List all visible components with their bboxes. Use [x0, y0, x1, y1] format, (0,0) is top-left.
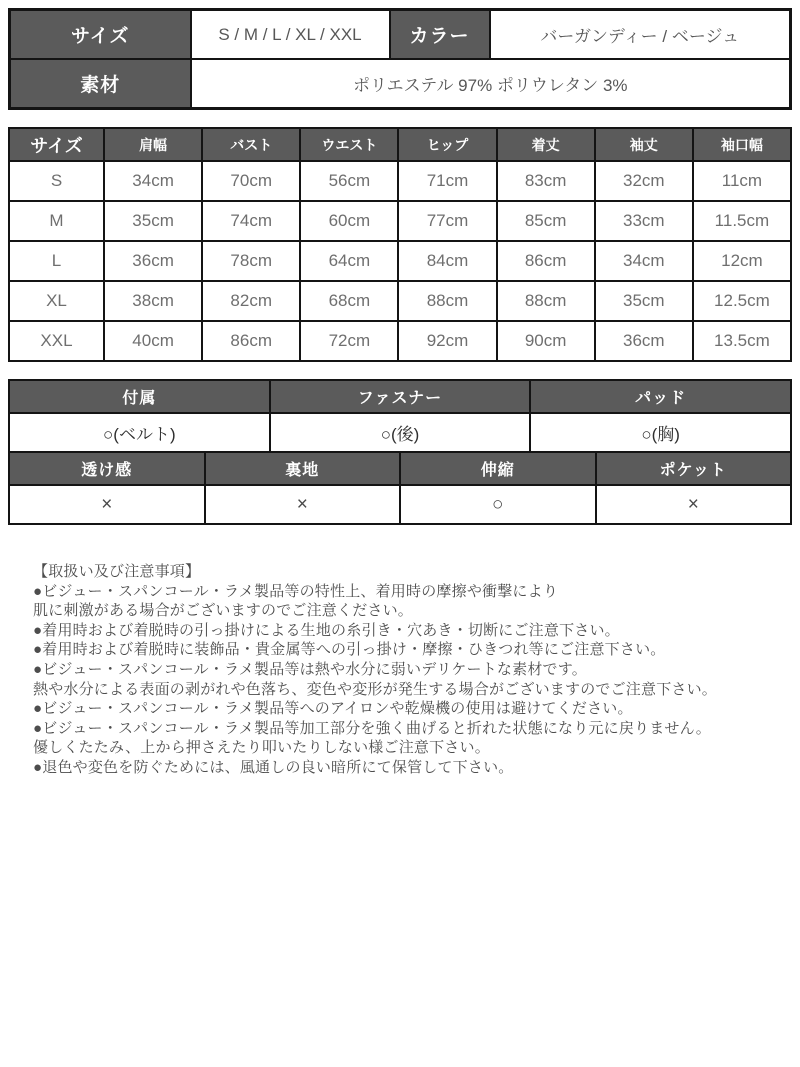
features1-value-row	[9, 413, 791, 452]
col-header-cuff: 袖口幅	[693, 128, 791, 161]
color-value: バーガンディー / ベージュ	[490, 10, 791, 60]
features2-value-row	[9, 485, 791, 524]
cell-value: 11.5cm	[693, 201, 791, 241]
col-header-bust: バスト	[202, 128, 300, 161]
cell-value: 90cm	[497, 321, 595, 361]
color-label: カラー	[390, 10, 490, 60]
cell-value: 74cm	[202, 201, 300, 241]
header-stretch: 伸縮	[400, 452, 596, 485]
care-notes-title: 【取扱い及び注意事項】	[33, 563, 201, 580]
care-note-line: ●ビジュー・スパンコール・ラメ製品等は熱や水分に弱いデリケートな素材です。	[33, 660, 587, 678]
cell-size: XL	[9, 281, 104, 321]
cell-value: 11cm	[693, 161, 791, 201]
col-header-sleeve: 袖丈	[595, 128, 693, 161]
cell-value: 72cm	[300, 321, 398, 361]
cell-size: M	[9, 201, 104, 241]
cell-value: 34cm	[595, 241, 693, 281]
spec-row-size-color	[10, 10, 791, 60]
care-note-line: ●ビジュー・スパンコール・ラメ製品等加工部分を強く曲げると折れた状態になり元に戻りません。	[33, 719, 711, 737]
header-sheerness: 透け感	[9, 452, 205, 485]
value-pocket: ×	[596, 485, 792, 524]
header-pad: パッド	[530, 380, 791, 413]
cell-value: 38cm	[104, 281, 202, 321]
care-note-line: ●着用時および着脱時の引っ掛けによる生地の糸引き・穴あき・切断にご注意下さい。	[33, 621, 620, 639]
cell-value: 12cm	[693, 241, 791, 281]
features2-header-row	[9, 452, 791, 485]
header-accessory: 付属	[9, 380, 270, 413]
cell-value: 68cm	[300, 281, 398, 321]
features-table-2	[8, 451, 792, 525]
cell-value: 70cm	[202, 161, 300, 201]
material-value: ポリエステル 97% ポリウレタン 3%	[191, 59, 791, 109]
size-value: S / M / L / XL / XXL	[191, 10, 390, 60]
col-header-size: サイズ	[9, 128, 104, 161]
spec-row-material	[10, 59, 791, 109]
cell-value: 86cm	[497, 241, 595, 281]
header-fastener: ファスナー	[270, 380, 531, 413]
cell-value: 36cm	[104, 241, 202, 281]
spec-table	[8, 8, 792, 110]
value-accessory: ○(ベルト)	[9, 413, 270, 452]
cell-value: 83cm	[497, 161, 595, 201]
table-row	[9, 321, 791, 361]
table-row	[9, 201, 791, 241]
col-header-length: 着丈	[497, 128, 595, 161]
cell-value: 60cm	[300, 201, 398, 241]
size-label: サイズ	[10, 10, 191, 60]
cell-size: S	[9, 161, 104, 201]
cell-value: 71cm	[398, 161, 496, 201]
value-sheerness: ×	[9, 485, 205, 524]
cell-size: XXL	[9, 321, 104, 361]
cell-value: 12.5cm	[693, 281, 791, 321]
header-pocket: ポケット	[596, 452, 792, 485]
care-notes	[8, 562, 792, 778]
cell-value: 34cm	[104, 161, 202, 201]
cell-value: 77cm	[398, 201, 496, 241]
size-chart-table	[8, 127, 792, 362]
cell-value: 35cm	[104, 201, 202, 241]
cell-value: 84cm	[398, 241, 496, 281]
cell-value: 13.5cm	[693, 321, 791, 361]
care-note-line: ●退色や変色を防ぐためには、風通しの良い暗所にて保管して下さい。	[33, 758, 514, 776]
care-note-line: ●ビジュー・スパンコール・ラメ製品等へのアイロンや乾燥機の使用は避けてください。	[33, 700, 633, 718]
cell-value: 35cm	[595, 281, 693, 321]
cell-value: 33cm	[595, 201, 693, 241]
material-label: 素材	[10, 59, 191, 109]
value-pad: ○(胸)	[530, 413, 791, 452]
cell-value: 92cm	[398, 321, 496, 361]
cell-value: 40cm	[104, 321, 202, 361]
care-note-line: 肌に刺激がある場合がございますのでご注意ください。	[33, 602, 414, 620]
cell-value: 88cm	[497, 281, 595, 321]
cell-value: 86cm	[202, 321, 300, 361]
cell-value: 56cm	[300, 161, 398, 201]
care-note-line: 熱や水分による表面の剥がれや色落ち、変色や変形が発生する場合がございますのでご注意下さい。	[33, 680, 718, 698]
value-stretch: ○	[400, 485, 596, 524]
value-lining: ×	[205, 485, 401, 524]
cell-value: 32cm	[595, 161, 693, 201]
cell-value: 88cm	[398, 281, 496, 321]
features1-header-row	[9, 380, 791, 413]
col-header-waist: ウエスト	[300, 128, 398, 161]
size-chart-header-row	[9, 128, 791, 161]
table-row	[9, 161, 791, 201]
cell-value: 78cm	[202, 241, 300, 281]
care-note-line: 優しくたたみ、上から押さえたり叩いたりしない様ご注意下さい。	[33, 739, 490, 757]
header-lining: 裏地	[205, 452, 401, 485]
cell-value: 64cm	[300, 241, 398, 281]
features-table-1	[8, 379, 792, 453]
cell-value: 85cm	[497, 201, 595, 241]
col-header-hip: ヒップ	[398, 128, 496, 161]
table-row	[9, 281, 791, 321]
cell-value: 36cm	[595, 321, 693, 361]
care-note-line: ●着用時および着脱時に装飾品・貴金属等への引っ掛け・摩擦・ひきつれ等にご注意下さい。	[33, 641, 666, 659]
col-header-shoulder: 肩幅	[104, 128, 202, 161]
table-row	[9, 241, 791, 281]
value-fastener: ○(後)	[270, 413, 531, 452]
cell-size: L	[9, 241, 104, 281]
cell-value: 82cm	[202, 281, 300, 321]
care-note-line: ●ビジュー・スパンコール・ラメ製品等の特性上、着用時の摩擦や衝撃により	[33, 582, 559, 600]
